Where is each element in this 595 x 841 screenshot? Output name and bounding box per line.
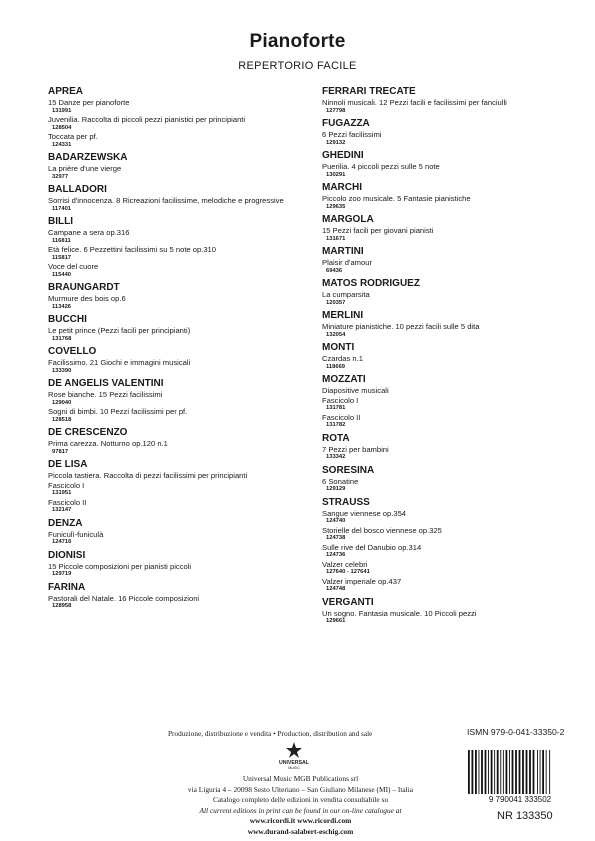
- catalogue-code: 124716: [52, 539, 72, 545]
- catalogue-code: 129661: [326, 618, 346, 624]
- composer-name: MARCHI: [322, 182, 362, 193]
- work-title: Sangue viennese op.354: [322, 508, 407, 518]
- composer-name: BILLI: [48, 216, 73, 227]
- work-title: Sulle rive del Danubio op.314: [322, 542, 422, 552]
- composer-name: GHEDINI: [322, 150, 364, 161]
- catalogue-code: 129635: [326, 203, 346, 210]
- logo-word-universal: UNIVERSAL: [279, 760, 309, 766]
- distribution-note: Produzione, distribuzione e vendita • Production, distribution and sale: [168, 729, 373, 738]
- work-title: Rose bianche. 15 Pezzi facilissimi: [48, 390, 163, 399]
- composer-name: MOZZATI: [322, 374, 366, 385]
- composer-entry: [48, 282, 310, 311]
- catalogue-code: 124331: [52, 141, 72, 148]
- catalogue-code: 129719: [52, 571, 72, 577]
- composer-entry: [322, 342, 572, 371]
- work-title: Fascicolo II: [322, 412, 361, 422]
- composer-name: DE CRESCENZO: [48, 427, 128, 438]
- composer-entry: [48, 346, 310, 375]
- work-title: 7 Pezzi per bambini: [322, 444, 389, 454]
- catalogue-note-en: All current editions in print can be found in our on-line catalogue at: [199, 805, 402, 815]
- work-title: Le petit prince (Pezzi facili per principianti): [48, 326, 191, 335]
- catalogue-code: 124736: [326, 552, 346, 558]
- composer-entry: [322, 118, 572, 147]
- catalogue-code: 131951: [52, 490, 72, 496]
- work-title: Plaisir d'amour: [322, 258, 372, 267]
- work-title: La prière d'une vierge: [48, 164, 122, 173]
- catalogue-code: 124738: [326, 535, 346, 541]
- logo-word-music: MUSIC: [288, 766, 300, 770]
- composer-name: MONTI: [322, 342, 355, 353]
- catalogue-nr: NR 133350: [497, 810, 553, 822]
- composer-entry: [322, 278, 572, 307]
- publisher-address-block: [168, 774, 433, 837]
- catalogue-code: 133342: [326, 454, 346, 460]
- composer-name: COVELLO: [48, 346, 97, 357]
- catalogue-code: 69436: [326, 267, 343, 274]
- composer-entry: [322, 86, 572, 115]
- composer-name: ROTA: [322, 432, 350, 444]
- work-title: 6 Sonatine: [322, 476, 359, 486]
- work-title: Puerilia. 4 piccoli pezzi sulle 5 note: [322, 162, 440, 171]
- work-title: Pastorali del Natale. 16 Piccole composizioni: [48, 593, 200, 603]
- work-title: Voce del cuore: [48, 262, 99, 271]
- catalogue-code: 118669: [326, 363, 346, 370]
- work-title: Prima carezza. Notturno op.120 n.1: [48, 439, 168, 448]
- composer-name: DE ANGELIS VALENTINI: [48, 378, 164, 389]
- work-title: Campane a sera op.316: [48, 228, 130, 237]
- composer-name: DE LISA: [48, 459, 88, 470]
- catalogue-code: 132054: [326, 331, 346, 338]
- composer-entry: [322, 246, 572, 275]
- catalogue-code: 132147: [52, 507, 72, 513]
- composer-name: MARTINI: [322, 246, 364, 257]
- composer-entry: [48, 459, 310, 515]
- page-title: Pianoforte: [249, 31, 346, 52]
- catalogue-code: 127640 - 127641: [326, 569, 370, 575]
- catalogue-code: 117401: [52, 205, 72, 212]
- composer-entry: [48, 582, 310, 611]
- work-title: Toccata per pf.: [48, 132, 98, 141]
- composer-name: DIONISI: [48, 549, 86, 561]
- composer-name: BUCCHI: [48, 314, 87, 325]
- work-title: Funiculì-funiculà: [48, 529, 104, 539]
- composer-entry: [322, 597, 572, 626]
- catalogue-code: 131671: [326, 235, 346, 242]
- catalog-column-left: [48, 86, 310, 614]
- composer-entry: [322, 182, 572, 211]
- work-title: La cumparsita: [322, 290, 370, 299]
- composer-entry: [48, 314, 310, 343]
- composer-name: FARINA: [48, 581, 86, 593]
- catalogue-code: 128504: [52, 124, 72, 131]
- catalogue-code: 130291: [326, 171, 346, 178]
- composer-entry: [322, 433, 572, 462]
- publisher-address: via Liguria 4 – 20098 Sesto Ulteriano – San Giuliano Milanese (MI) – Italia: [187, 784, 414, 794]
- work-title: Facilissimo. 21 Giochi e immagini musicali: [48, 358, 191, 367]
- work-title: Piccolo zoo musicale. 5 Fantasie pianistiche: [322, 194, 471, 203]
- website-link-ricordi-com[interactable]: www.ricordi.com: [297, 816, 352, 825]
- catalogue-code: 128518: [52, 416, 72, 423]
- work-title: Murmure des bois op.6: [48, 294, 126, 303]
- catalogue-code: 131991: [52, 107, 72, 114]
- work-title: Sorrisi d'innocenza. 8 Ricreazioni facilissime, melodiche e progressive: [48, 196, 284, 205]
- work-title: 15 Piccole composizioni per pianisti piccoli: [48, 561, 192, 571]
- catalogue-code: 128958: [52, 603, 72, 609]
- catalogue-code: 129132: [326, 139, 346, 146]
- composer-entry: [48, 86, 310, 149]
- catalogue-code: 120357: [326, 299, 346, 306]
- composer-entry: [322, 497, 572, 594]
- work-title: Juvenilia. Raccolta di piccoli pezzi pianistici per principianti: [48, 115, 246, 124]
- composer-name: DENZA: [48, 517, 83, 529]
- composer-entry: [48, 378, 310, 424]
- composer-name: APREA: [48, 86, 84, 97]
- catalogue-code: 129040: [52, 399, 72, 406]
- catalogue-code: 32977: [52, 173, 69, 180]
- composer-name: VERGANTI: [322, 596, 374, 608]
- catalogue-code: 131782: [326, 422, 346, 428]
- work-title: Un sogno. Fantasia musicale. 10 Piccoli pezzi: [322, 608, 477, 618]
- composer-entry: [322, 465, 572, 494]
- barcode: [460, 748, 580, 804]
- catalogue-code: 124740: [326, 518, 346, 524]
- catalogue-code: 127798: [326, 107, 346, 114]
- work-title: 15 Pezzi facili per giovani pianisti: [322, 226, 434, 235]
- work-title: Miniature pianistiche. 10 pezzi facili sulle 5 dita: [322, 322, 480, 331]
- composer-entry: [48, 184, 310, 213]
- composer-name: BRAUNGARDT: [48, 282, 120, 293]
- work-title: Piccola tastiera. Raccolta di pezzi facilissimi per principianti: [48, 471, 248, 480]
- catalogue-code: 131768: [52, 335, 72, 342]
- catalogue-code: 115817: [52, 254, 72, 261]
- composer-entry: [48, 550, 310, 579]
- catalogue-code: 116811: [52, 237, 71, 244]
- catalogue-code: 131781: [326, 405, 346, 411]
- catalogue-code: 97817: [52, 448, 69, 455]
- work-title: Storielle del bosco viennese op.325: [322, 525, 442, 535]
- catalogue-code: 133390: [52, 367, 72, 374]
- work-title: Diapositive musicali: [322, 386, 389, 395]
- work-title: Fascicolo II: [48, 497, 87, 507]
- work-title: Sogni di bimbi. 10 Pezzi facilissimi per pf.: [48, 407, 188, 416]
- website-link-durand[interactable]: www.durand-salabert-eschig.com: [247, 826, 354, 836]
- work-title: Ninnoli musicali. 12 Pezzi facili e facilissimi per fanciulli: [322, 98, 507, 107]
- website-link-ricordi-it[interactable]: www.ricordi.it: [249, 816, 296, 825]
- ismn-number: ISMN 979-0-041-33350-2: [467, 727, 565, 737]
- work-title: Czardas n.1: [322, 354, 363, 363]
- catalogue-code: 129129: [326, 486, 346, 492]
- catalogue-code: 124748: [326, 586, 346, 592]
- work-title: Fascicolo I: [48, 480, 85, 490]
- composer-name: MERLINI: [322, 310, 364, 321]
- composer-name: FERRARI TRECATE: [322, 86, 416, 97]
- composer-entry: [48, 152, 310, 181]
- composer-entry: [322, 374, 572, 430]
- catalogue-code: 115440: [52, 271, 72, 278]
- universal-music-logo: [266, 740, 322, 772]
- composer-name: MARGOLA: [322, 214, 374, 225]
- composer-name: FUGAZZA: [322, 118, 370, 129]
- globe-icon: [286, 742, 302, 758]
- catalogue-code: 113426: [52, 303, 72, 310]
- page-subtitle: REPERTORIO FACILE: [238, 60, 357, 72]
- composer-entry: [322, 310, 572, 339]
- composer-name: SORESINA: [322, 464, 375, 476]
- composer-entry: [322, 150, 572, 179]
- composer-name: STRAUSS: [322, 496, 370, 508]
- work-title: 15 Danze per pianoforte: [48, 98, 130, 107]
- catalog-column-right: [322, 86, 572, 629]
- composer-name: BADARZEWSKA: [48, 152, 128, 163]
- work-title: Età felice. 6 Pezzettini facilissimi su 5 note op.310: [48, 245, 216, 254]
- composer-entry: [48, 518, 310, 547]
- publisher-name: Universal Music MGB Publications srl: [242, 774, 359, 783]
- composer-entry: [48, 216, 310, 279]
- work-title: 6 Pezzi facilissimi: [322, 130, 382, 139]
- catalogue-note-it: Catalogo completo delle edizioni in vendita consultabile su: [212, 795, 389, 804]
- svg-text:9 790041 333502: 9 790041 333502: [488, 795, 552, 804]
- work-title: Valzer imperiale op.437: [322, 576, 402, 586]
- composer-entry: [322, 214, 572, 243]
- work-title: Valzer celebri: [322, 559, 368, 569]
- work-title: Fascicolo I: [322, 395, 359, 405]
- composer-name: BALLADORI: [48, 184, 107, 195]
- composer-name: MATOS RODRIGUEZ: [322, 278, 420, 289]
- composer-entry: [48, 427, 310, 456]
